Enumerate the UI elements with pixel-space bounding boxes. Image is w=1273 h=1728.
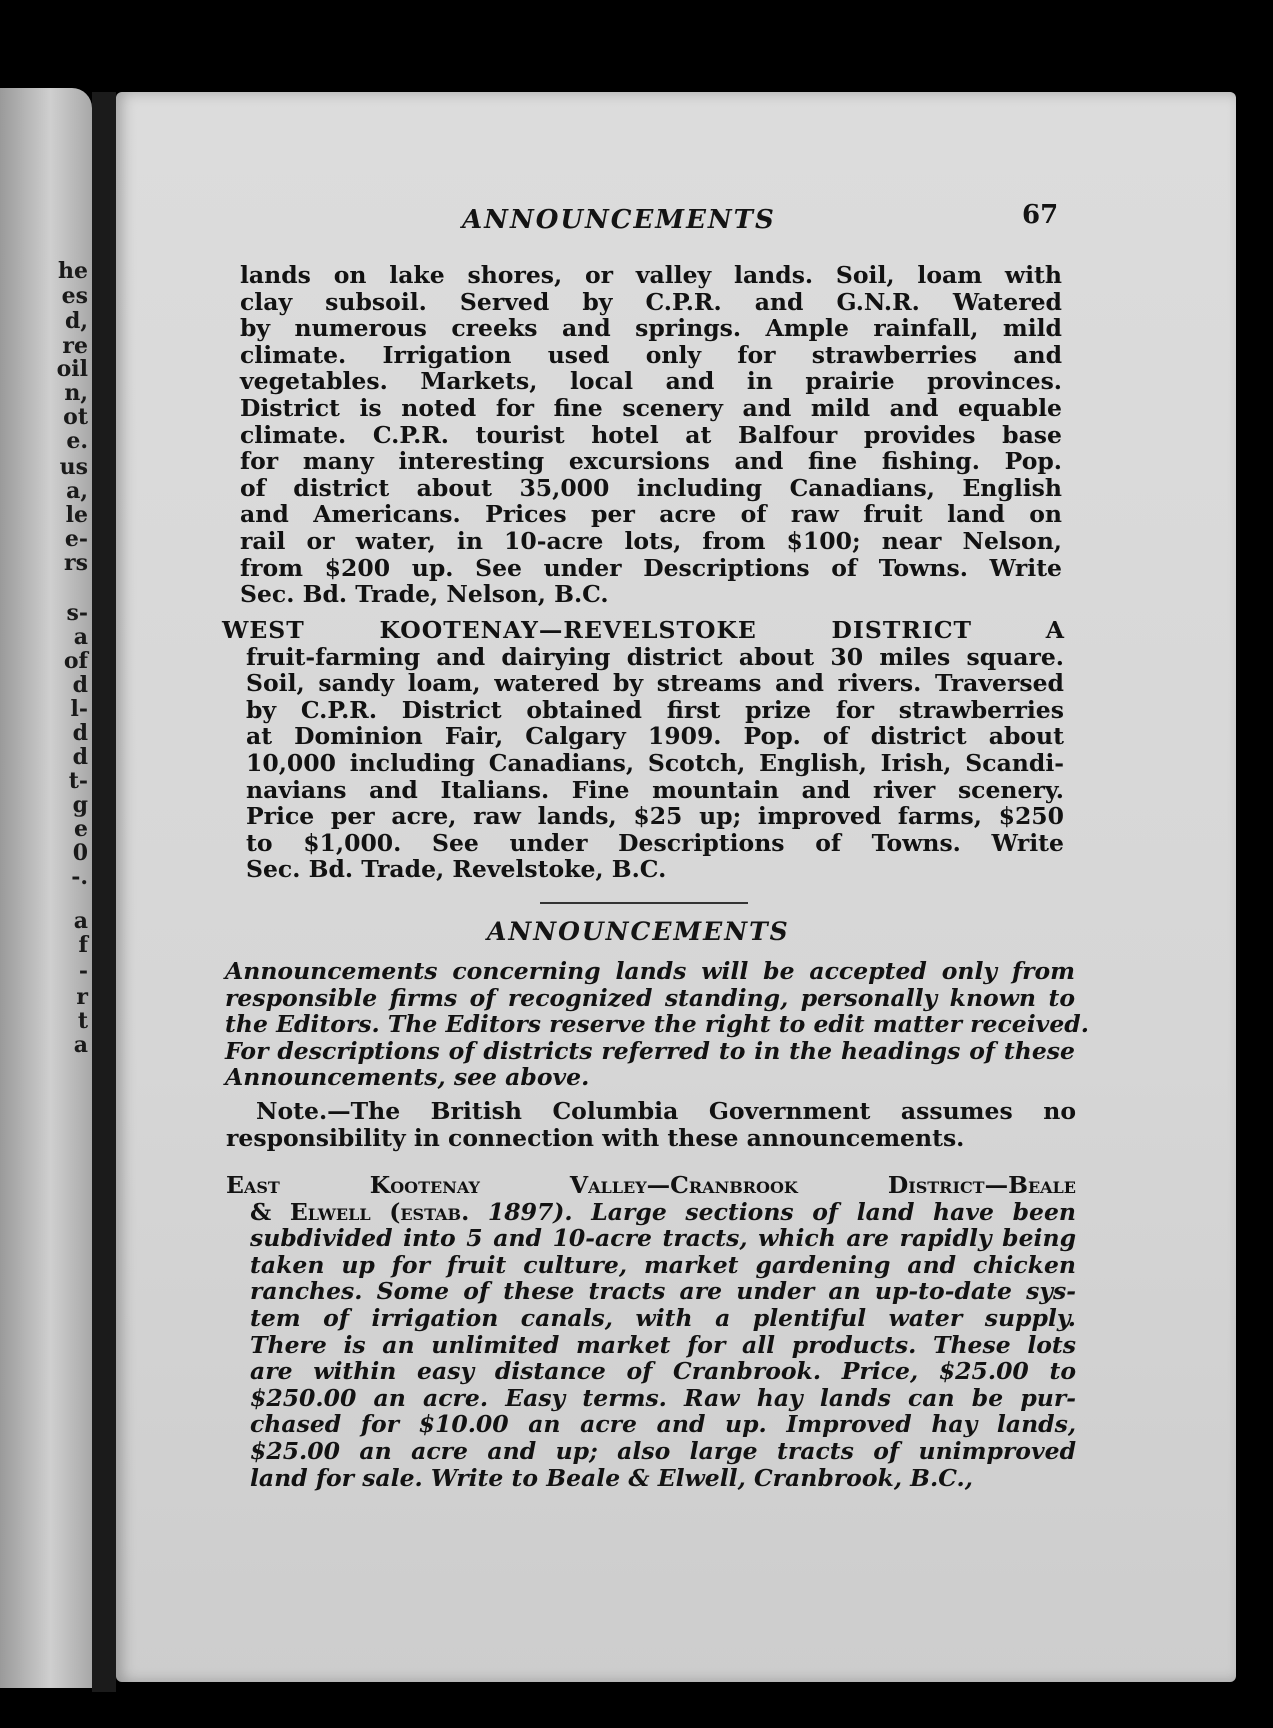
text-line: responsible firms of recognized standing, personally known to (225, 983, 1075, 1012)
left-page-text-fragment: a (73, 908, 88, 934)
left-page-text-fragment: d (72, 720, 88, 746)
announcements-section-title: ANNOUNCEMENTS (487, 917, 790, 946)
left-page-text-fragment: of (63, 648, 88, 674)
text-line: rail or water, in 10-acre lots, from $100; near Nelson, (240, 526, 1062, 555)
east-kootenay-firm: & Elwell (estab. (250, 1197, 470, 1226)
text-line: Note.—The British Columbia Government assumes no (256, 1097, 1076, 1125)
west-kootenay-heading-tail: A (1045, 616, 1065, 644)
text-line: $250.00 an acre. Easy terms. Raw hay lands can be pur- (250, 1383, 1076, 1412)
text-line: climate. Irrigation used only for strawberries and (240, 340, 1062, 369)
text-line: Sec. Bd. Trade, Revelstoke, B.C. (246, 855, 667, 884)
east-kootenay-first-line: Large sections of land have been (591, 1197, 1076, 1226)
left-page-text-fragment: l- (70, 696, 88, 722)
text-line: For descriptions of districts referred to in the headings of these (225, 1036, 1075, 1065)
text-line: There is an unlimited market for all products. These lots (250, 1330, 1076, 1359)
west-kootenay-heading-line (222, 617, 1064, 644)
left-page-text-fragment: a (73, 1032, 88, 1058)
text-line: $25.00 an acre and up; also large tracts of unimproved (250, 1436, 1076, 1465)
text-line: lands on lake shores, or valley lands. Soil, loam with (240, 261, 1062, 289)
left-page-text-fragment: s- (66, 600, 88, 626)
left-page-text-fragment: e (74, 816, 88, 842)
left-page-text-fragment: e. (66, 428, 88, 454)
text-line: 10,000 including Canadians, Scotch, English, Irish, Scandi- (246, 748, 1064, 777)
text-line: vegetables. Markets, local and in prairie provinces. (240, 367, 1062, 396)
text-line: tem of irrigation canals, with a plentiful water supply. (250, 1303, 1076, 1332)
text-line: fruit-farming and dairying district about 30 miles square. (246, 642, 1064, 671)
text-line: responsibility in connection with these announcements. (226, 1123, 965, 1152)
text-line: climate. C.P.R. tourist hotel at Balfour provides base (240, 420, 1062, 449)
text-line: to $1,000. See under Descriptions of Towns. Write (246, 828, 1064, 857)
page-header-title: ANNOUNCEMENTS (462, 205, 776, 235)
left-page-text-fragment: a (73, 624, 88, 650)
book-spine (92, 92, 116, 1692)
text-line: ranches. Some of these tracts are under an up-to-date sys- (250, 1277, 1076, 1306)
text-line: taken up for fruit culture, market gardening and chicken (250, 1250, 1076, 1279)
text-line: of district about 35,000 including Canadians, English (240, 473, 1062, 502)
text-line: for many interesting excursions and fine fishing. Pop. (240, 447, 1062, 476)
left-page-text-fragment: us (59, 454, 88, 480)
announcements-intro-paragraph (225, 957, 1089, 1092)
left-page-text-fragment: t (77, 1008, 88, 1034)
left-page-edge (0, 88, 92, 1688)
left-page-text-fragment: -. (71, 864, 88, 890)
left-page-text-fragment: t- (68, 768, 88, 794)
text-line: the Editors. The Editors reserve the right to edit matter received. (225, 1010, 1089, 1039)
east-kootenay-heading-line2 (250, 1199, 1076, 1226)
district-continuation-paragraph (240, 262, 1062, 608)
text-line: by C.P.R. District obtained first prize for strawberries (246, 695, 1064, 724)
left-page-text-fragment: f (78, 932, 88, 958)
left-page-text-fragment: rs (64, 550, 88, 576)
left-page-text-fragment: d, (64, 308, 88, 334)
text-line: navians and Italians. Fine mountain and river scenery. (246, 775, 1064, 804)
left-page-text-fragment: a, (66, 478, 88, 504)
text-line: chased for $10.00 an acre and up. Improved hay lands, (250, 1410, 1076, 1439)
text-line: Announcements concerning lands will be accepted only from (225, 957, 1075, 985)
left-page-text-fragment: he (58, 258, 88, 284)
left-page-text-fragment: d (72, 672, 88, 698)
text-line: Price per acre, raw lands, $25 up; improved farms, $250 (246, 802, 1064, 831)
west-kootenay-heading: WEST KOOTENAY—REVELSTOKE DISTRICT (222, 616, 973, 644)
left-page-text-fragment: oil (56, 356, 88, 382)
text-line: at Dominion Fair, Calgary 1909. Pop. of district about (246, 722, 1064, 751)
left-page-text-fragment: re (62, 333, 88, 359)
text-line: are within easy distance of Cranbrook. Price, $25.00 to (250, 1357, 1076, 1386)
text-line: from $200 up. See under Descriptions of Towns. Write (240, 553, 1062, 582)
text-line: clay subsoil. Served by C.P.R. and G.N.R. Watered (240, 287, 1062, 316)
government-note-paragraph (226, 1098, 1076, 1151)
section-divider (540, 902, 748, 904)
left-page-text-fragment: e- (64, 526, 88, 552)
left-page-text-fragment: - (78, 958, 88, 984)
left-page-text-fragment: es (61, 283, 88, 309)
left-page-text-fragment: d (72, 744, 88, 770)
left-page-text-fragment: r (76, 984, 88, 1010)
text-line: Soil, sandy loam, watered by streams and rivers. Traversed (246, 669, 1064, 698)
text-line: District is noted for fine scenery and mild and equable (240, 393, 1062, 422)
east-kootenay-heading: East Kootenay Valley—Cranbrook District—Beale (226, 1171, 1076, 1199)
east-kootenay-year: 1897). (487, 1197, 573, 1226)
text-line: and Americans. Prices per acre of raw fruit land on (240, 500, 1062, 529)
text-line: Announcements, see above. (225, 1063, 590, 1092)
left-page-text-fragment: ot (63, 404, 88, 430)
left-page-text-fragment: le (65, 502, 88, 528)
text-line: land for sale. Write to Beale & Elwell, Cranbrook, B.C., (250, 1463, 973, 1492)
left-page-text-fragment: n, (64, 380, 88, 406)
text-line: Sec. Bd. Trade, Nelson, B.C. (240, 580, 609, 609)
text-line: subdivided into 5 and 10-acre tracts, which are rapidly being (250, 1224, 1076, 1253)
text-line: by numerous creeks and springs. Ample rainfall, mild (240, 314, 1062, 343)
west-kootenay-entry (222, 617, 1064, 883)
left-page-text-fragment: g (72, 792, 88, 818)
left-page-text-fragment: 0 (72, 840, 88, 866)
page-number: 67 (1022, 200, 1059, 230)
east-kootenay-announcement (226, 1172, 1076, 1491)
